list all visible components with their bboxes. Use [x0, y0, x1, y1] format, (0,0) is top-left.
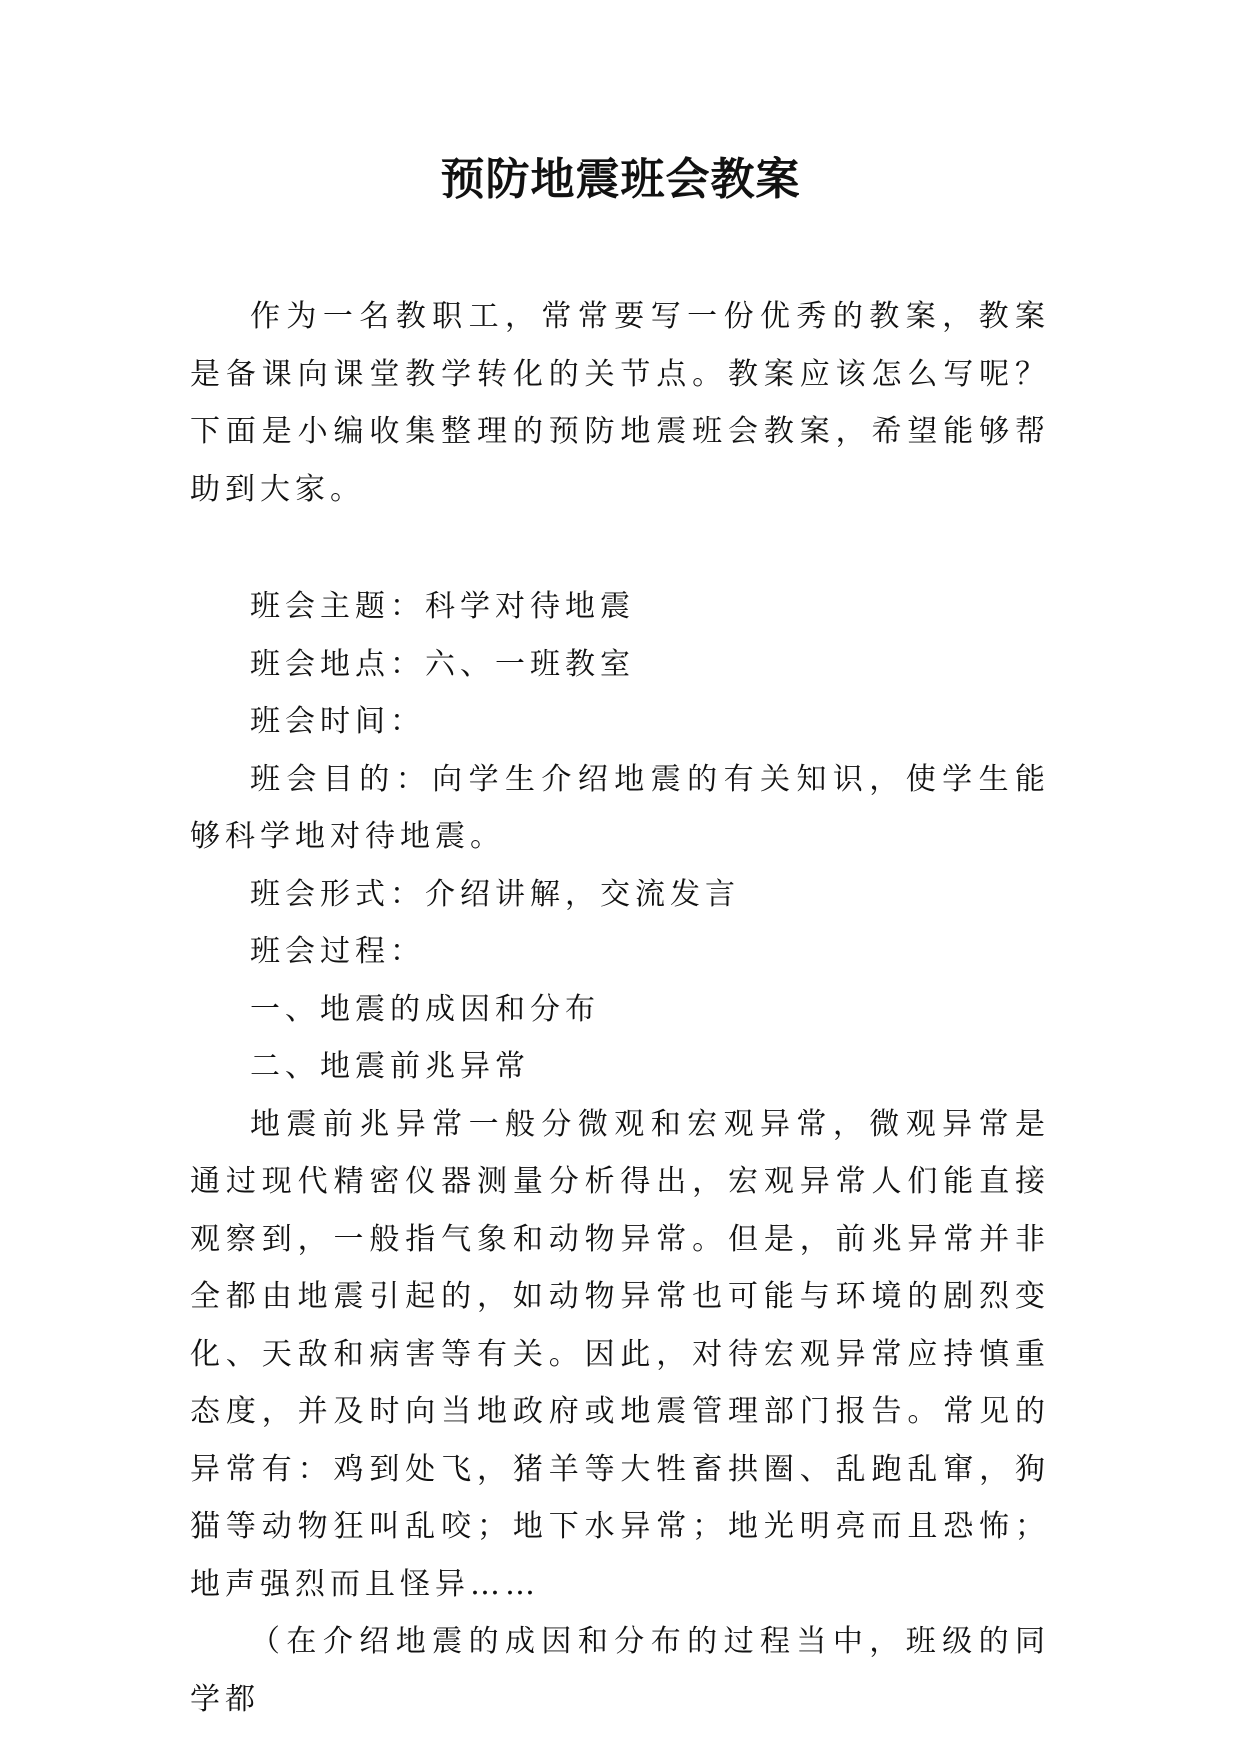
precursors-paragraph: 地震前兆异常一般分微观和宏观异常，微观异常是通过现代精密仪器测量分析得出，宏观异常人们能直接观察到，一般指气象和动物异常。但是，前兆异常并非全都由地震引起的，如动物异常也可能与环境的剧烈变化、天敌和病害等有关。因此，对待宏观异常应持慎重态度，并及时向当地政府或地震管理部门报告。常见的异常有：鸡到处飞，猪羊等大牲畜拱圈、乱跑乱窜，狗猫等动物狂叫乱咬；地下水异常；地光明亮而且恐怖；地声强烈而且怪异…… [190, 1106, 1050, 1602]
meeting-process-heading: 班会过程： [250, 934, 425, 969]
meeting-location: 班会地点：六、一班教室 [250, 646, 635, 682]
meeting-format: 班会形式：介绍讲解，交流发言 [250, 876, 740, 912]
closing-paragraph: （在介绍地震的成因和分布的过程当中，班级的同学都 [190, 1624, 1050, 1717]
meeting-time: 班会时间： [250, 704, 425, 739]
intro-paragraph: 作为一名教职工，常常要写一份优秀的教案，教案是备课向课堂教学转化的关节点。教案应该怎么写呢？下面是小编收集整理的预防地震班会教案，希望能够帮助到大家。 [190, 299, 1050, 507]
document-body [190, 288, 1050, 1728]
meeting-purpose: 班会目的：向学生介绍地震的有关知识，使学生能够科学地对待地震。 [190, 761, 1050, 854]
paragraph-spacer [190, 518, 1050, 578]
document-title: 预防地震班会教案 [440, 154, 801, 205]
section-heading-causes: 一、地震的成因和分布 [250, 991, 600, 1027]
meeting-theme: 班会主题：科学对待地震 [250, 589, 635, 624]
section-heading-precursors: 二、地震前兆异常 [250, 1049, 530, 1084]
